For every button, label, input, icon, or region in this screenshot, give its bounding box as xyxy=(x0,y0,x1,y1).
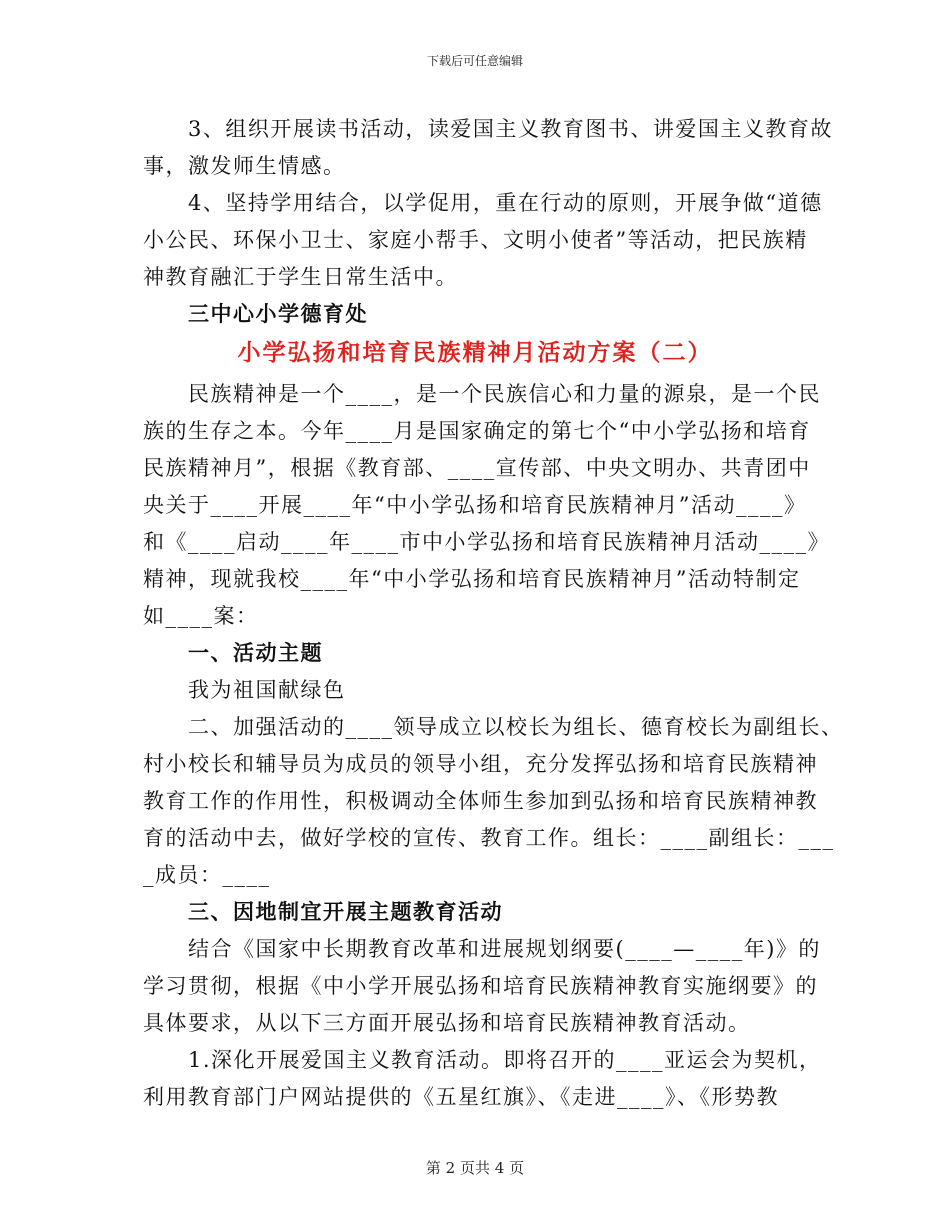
paragraph-line: 教育工作的作用性，积极调动全体师生参加到弘扬和培育民族精神教 xyxy=(143,789,818,813)
paragraph-line: 1.深化开展爱国主义教育活动。即将召开的____亚运会为契机， xyxy=(188,1048,822,1072)
section-heading: 三、因地制宜开展主题教育活动 xyxy=(188,899,503,924)
paragraph-line: 结合《国家中长期教育改革和进展规划纲要(____—____年)》的 xyxy=(188,937,821,961)
page-header: 下载后可任意编辑 xyxy=(426,54,523,68)
paragraph-line: 村小校长和辅导员为成员的领导小组，充分发挥弘扬和培育民族精神 xyxy=(143,752,818,776)
paragraph-line: 央关于____开展____年“中小学弘扬和培育民族精神月”活动____》 xyxy=(143,493,807,517)
signature-department: 三中心小学德育处 xyxy=(188,301,368,326)
paragraph-line: 4、坚持学用结合，以学促用，重在行动的原则，开展争做“道德 xyxy=(188,191,823,215)
paragraph-line: 精神，现就我校____年“中小学弘扬和培育民族精神月”活动特制定 xyxy=(143,567,801,591)
paragraph-line: 如____案： xyxy=(143,604,259,628)
paragraph-line: 小公民、环保小卫士、家庭小帮手、文明小使者”等活动，把民族精 xyxy=(143,228,808,252)
paragraph-line: 民族精神是一个____，是一个民族信心和力量的源泉，是一个民 xyxy=(188,382,821,406)
document-title: 小学弘扬和培育民族精神月活动方案（二） xyxy=(237,339,713,366)
paragraph-line: 利用教育部门户网站提供的《五星红旗》、《走进____》、《形势教 xyxy=(143,1085,779,1109)
paragraph-line: _成员：____ xyxy=(143,863,271,887)
paragraph-line: 族的生存之本。今年____月是国家确定的第七个“中小学弘扬和培育 xyxy=(143,419,811,443)
paragraph-line: 民族精神月”，根据《教育部、____宣传部、中央文明办、共青团中 xyxy=(143,456,811,480)
paragraph-line: 神教育融汇于学生日常生活中。 xyxy=(143,265,458,289)
page-footer: 第 2 页共 4 页 xyxy=(425,1159,525,1177)
paragraph-line: 和《____启动____年____市中小学弘扬和培育民族精神月活动____》 xyxy=(143,530,830,554)
paragraph-line: 育的活动中去，做好学校的宣传、教育工作。组长：____副组长：___ xyxy=(143,826,835,850)
paragraph-line: 二、加强活动的____领导成立以校长为组长、德育校长为副组长、 xyxy=(188,715,844,739)
section-heading: 一、活动主题 xyxy=(188,640,323,665)
paragraph-line: 事，激发师生情感。 xyxy=(143,154,346,178)
paragraph-line: 3、组织开展读书活动，读爱国主义教育图书、讲爱国主义教育故 xyxy=(188,117,833,141)
paragraph-line: 学习贯彻，根据《中小学开展弘扬和培育民族精神教育实施纲要》的 xyxy=(143,974,818,998)
paragraph-line: 具体要求，从以下三方面开展弘扬和培育民族精神教育活动。 xyxy=(143,1011,751,1035)
paragraph-line: 我为祖国献绿色 xyxy=(188,678,346,702)
